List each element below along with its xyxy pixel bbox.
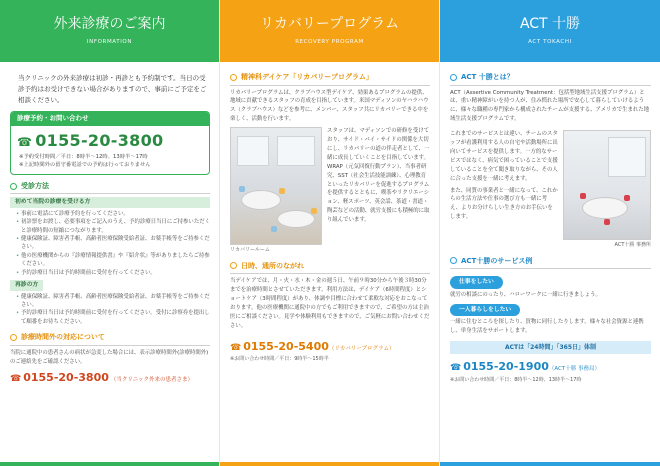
off-hours-phone-number: 0155-20-3800 bbox=[23, 371, 109, 385]
divider bbox=[230, 273, 430, 274]
list-item: • 他の医療機関からの『診療情報提供書』や『紹介状』等がありましたらご持参ください。 bbox=[16, 252, 210, 269]
section-day-care-title: 精神科デイケア「リカバリープログラム」 bbox=[241, 73, 373, 81]
section-day-care bbox=[230, 72, 430, 83]
information-intro: 当クリニックの外来診療は初診・再診とも予約制です。当日の受診予約はお受けできない場合がありますので、事前にご予定をご相談ください。 bbox=[18, 74, 207, 105]
act-subtitle: ACT TOKACHI bbox=[528, 38, 572, 45]
phone-icon: ☎ bbox=[450, 363, 462, 374]
circle-icon bbox=[450, 257, 457, 264]
phone-icon: ☎ bbox=[17, 134, 33, 149]
first-visit-list bbox=[10, 210, 210, 277]
information-title: 外来診療のご案内 bbox=[53, 15, 166, 32]
list-item: • 予約診療日当日は予約時間前に受付を行ってください。受付に診察券を提出して順番をお待ちください。 bbox=[16, 309, 210, 326]
footer-band-green bbox=[0, 462, 219, 466]
section-visit-method bbox=[10, 181, 210, 192]
section-act-services bbox=[450, 256, 651, 267]
footer-band-blue bbox=[440, 462, 660, 466]
list-item: • 予約診療日当日は予約時間前に受付を行ってください。 bbox=[16, 269, 210, 277]
act-phone-number: 0155-20-1900 bbox=[463, 360, 549, 374]
act-side-text: これまでのサービスとは違い、チームのスタッフが看護利用する人の自宅や活動場所に出向いてサービスを提供します。一方的なサービスではなく、病気で困っていることで支援していることを全て聞き取りながら、その人に合った支援を一緒に考えます。 bbox=[450, 131, 558, 182]
clinic-phone-number: 0155-20-3800 bbox=[35, 130, 164, 150]
contact-label: 診療予約・お問い合わせ bbox=[11, 112, 209, 126]
act-hours-note: ※お問い合わせ時間／平日：8時半〜12時、13時半〜17時 bbox=[450, 376, 582, 383]
service-tag-living: 一人暮らしをしたい bbox=[450, 304, 520, 317]
act-phone[interactable] bbox=[450, 359, 651, 376]
header-information bbox=[0, 0, 219, 62]
off-hours-text: 当院に通院中の患者さんの病状が急変した場合には、表示診療時間外(診療時間外)のご連絡先をご確認ください。 bbox=[10, 349, 209, 365]
off-hours-phone-note: （当クリニック外来の患者さま） bbox=[110, 377, 194, 384]
clinic-phone[interactable] bbox=[11, 126, 209, 153]
service-tag-work: 仕事をしたい bbox=[450, 276, 503, 289]
section-act-services-title: ACT十勝のサービス例 bbox=[461, 256, 533, 265]
circle-icon bbox=[230, 74, 237, 81]
recovery-phone[interactable] bbox=[230, 339, 430, 356]
column-act bbox=[440, 0, 660, 466]
footer-band-orange bbox=[220, 462, 439, 466]
section-schedule bbox=[230, 261, 430, 272]
section-schedule-title: 日時、通所のながれ bbox=[241, 261, 304, 270]
column-recovery bbox=[220, 0, 440, 466]
schedule-text: 当デイケアでは、月・火・水・木・金の週５日、午前９時30分から午後３時30分までを治療時間とさせていただきます。利用方法は、デイケア（6時間程度）とショートケア（3時間程度）があり、体調や目標に合わせて柔軟な対応をおこなっております。他の医療機関に通院中の方でもご利用できますので、ご希望の方は主治医にご相談ください。見学や体験利用もできますので、ご気軽にお問い合わせください。 bbox=[230, 278, 430, 329]
list-item: • 初診票をお渡し、必要事項をご記入のうえ、予約診療日当日にご持参いただくと診療時間の短縮につながります。 bbox=[16, 218, 210, 235]
contact-box bbox=[10, 111, 210, 175]
circle-icon bbox=[450, 74, 457, 81]
section-act-about-title: ACT 十勝とは？ bbox=[461, 73, 514, 81]
column-information bbox=[0, 0, 220, 466]
phone-note-1: ※予約受付時間／平日：8時半〜12時、13時半〜17時 bbox=[19, 153, 148, 160]
act-office-photo bbox=[563, 130, 651, 240]
recovery-side-text: スタッフは、マディソンでの研修を受けており、サイド・バイ・サイドの関係を大切にし、リカバリーの道の伴走者として、一緒に成長していくことを目指しています。WRAP（元気回復行動プラン）、当事者研究、SST（社会生活技能訓練）、心理教育といったリカバリーを促進するプログラムを提供するとともに、喫茶やリクリエーション、軽スポーツ、英会話、茶道・書道・陶芸などの活動、就労支援にも積極的に取り組んでいます。 bbox=[327, 128, 430, 224]
list-item: • 健康保険証、障害者手帳、高齢者医療保険受給者証、お薬手帳等をご持参ください。 bbox=[16, 293, 210, 310]
act-side-text-2: また、同質の事業者と一緒になって、これからの生活方法や仕事の選び方も一緒に考え、よりお分けらしい生き方のお手伝いをします。 bbox=[450, 187, 558, 221]
recovery-phone-note: （リカバリープログラム） bbox=[328, 345, 395, 352]
divider bbox=[10, 193, 210, 194]
information-subtitle: INFORMATION bbox=[86, 38, 133, 45]
recovery-phone-number: 0155-20-5400 bbox=[243, 339, 329, 353]
act-24h-banner: ACTは「24時間」「365日」体制 bbox=[450, 341, 651, 354]
circle-icon bbox=[230, 262, 237, 269]
circle-icon bbox=[10, 183, 17, 190]
recovery-hours-note: ※お問い合わせ時間／平日：9時半〜15時半 bbox=[230, 356, 329, 363]
service-living-text: 一緒に住むところを探したり、買物に同行したりします。様々な社会資源と連携し、単身生活をサポートします。 bbox=[450, 319, 644, 335]
phone-icon: ☎ bbox=[230, 342, 242, 353]
phone-icon: ☎ bbox=[10, 374, 22, 385]
section-visit-method-title: 受診方法 bbox=[21, 181, 49, 190]
off-hours-phone[interactable] bbox=[10, 370, 210, 387]
recovery-intro: リカバリープログラムは、クラブハウス型デイケア、効果あるプログラムの提供、地域に貢献できるスタッフの育成を目指しています。米国マディソンのヤハラハウス（クラブハウス）などを参考に、メンバー、スタッフ共にリカバリーできる中を楽しく、活動を行います。 bbox=[230, 89, 429, 123]
service-work-text: 就労の相談にのったり、ハローワークに一緒に行きましょう。 bbox=[450, 291, 601, 298]
act-title: ACT 十勝 bbox=[519, 15, 581, 32]
act-intro: ACT（Assertive Community Treatment：包括型地域生活支援プログラム）とは、重い精神障がいを持つ人が、住み慣れた場所で安心して暮らしていけるように、様々な職種の専門家から構成されたチームが支援する、アメリカで生まれた地域生活支援プログラムです。 bbox=[450, 89, 650, 123]
act-photo-caption: ACT十勝 事務所 bbox=[614, 242, 651, 249]
divider bbox=[450, 85, 651, 86]
section-act-about bbox=[450, 72, 651, 83]
recovery-subtitle: RECOVERY PROGRAM bbox=[295, 38, 364, 45]
act-phone-note: （ACT十勝 事務局） bbox=[548, 366, 601, 373]
revisit-list bbox=[10, 293, 210, 327]
circle-icon bbox=[10, 334, 17, 341]
divider bbox=[10, 345, 210, 346]
recovery-room-photo bbox=[230, 127, 322, 245]
recovery-photo-caption: リカバリールーム bbox=[230, 247, 270, 254]
list-item: • 事前に電話にて診療予約を行ってください。 bbox=[16, 210, 210, 218]
divider bbox=[450, 268, 651, 269]
list-item: • 健康保険証、障害者手帳、高齢者医療保険受給者証、お薬手帳等をご持参ください。 bbox=[16, 235, 210, 252]
section-off-hours bbox=[10, 332, 210, 343]
revisit-label: 再診の方 bbox=[10, 280, 43, 291]
header-recovery bbox=[220, 0, 439, 62]
recovery-title: リカバリープログラム bbox=[259, 15, 400, 32]
first-visit-label: 初めて当院の診療を受ける方 bbox=[10, 197, 210, 208]
header-act bbox=[440, 0, 660, 62]
phone-note-2: ※上記時間外の留守番電話での予約は行っておりません bbox=[19, 161, 151, 168]
section-off-hours-title: 診療時間外の対応について bbox=[21, 333, 105, 342]
divider bbox=[230, 85, 430, 86]
